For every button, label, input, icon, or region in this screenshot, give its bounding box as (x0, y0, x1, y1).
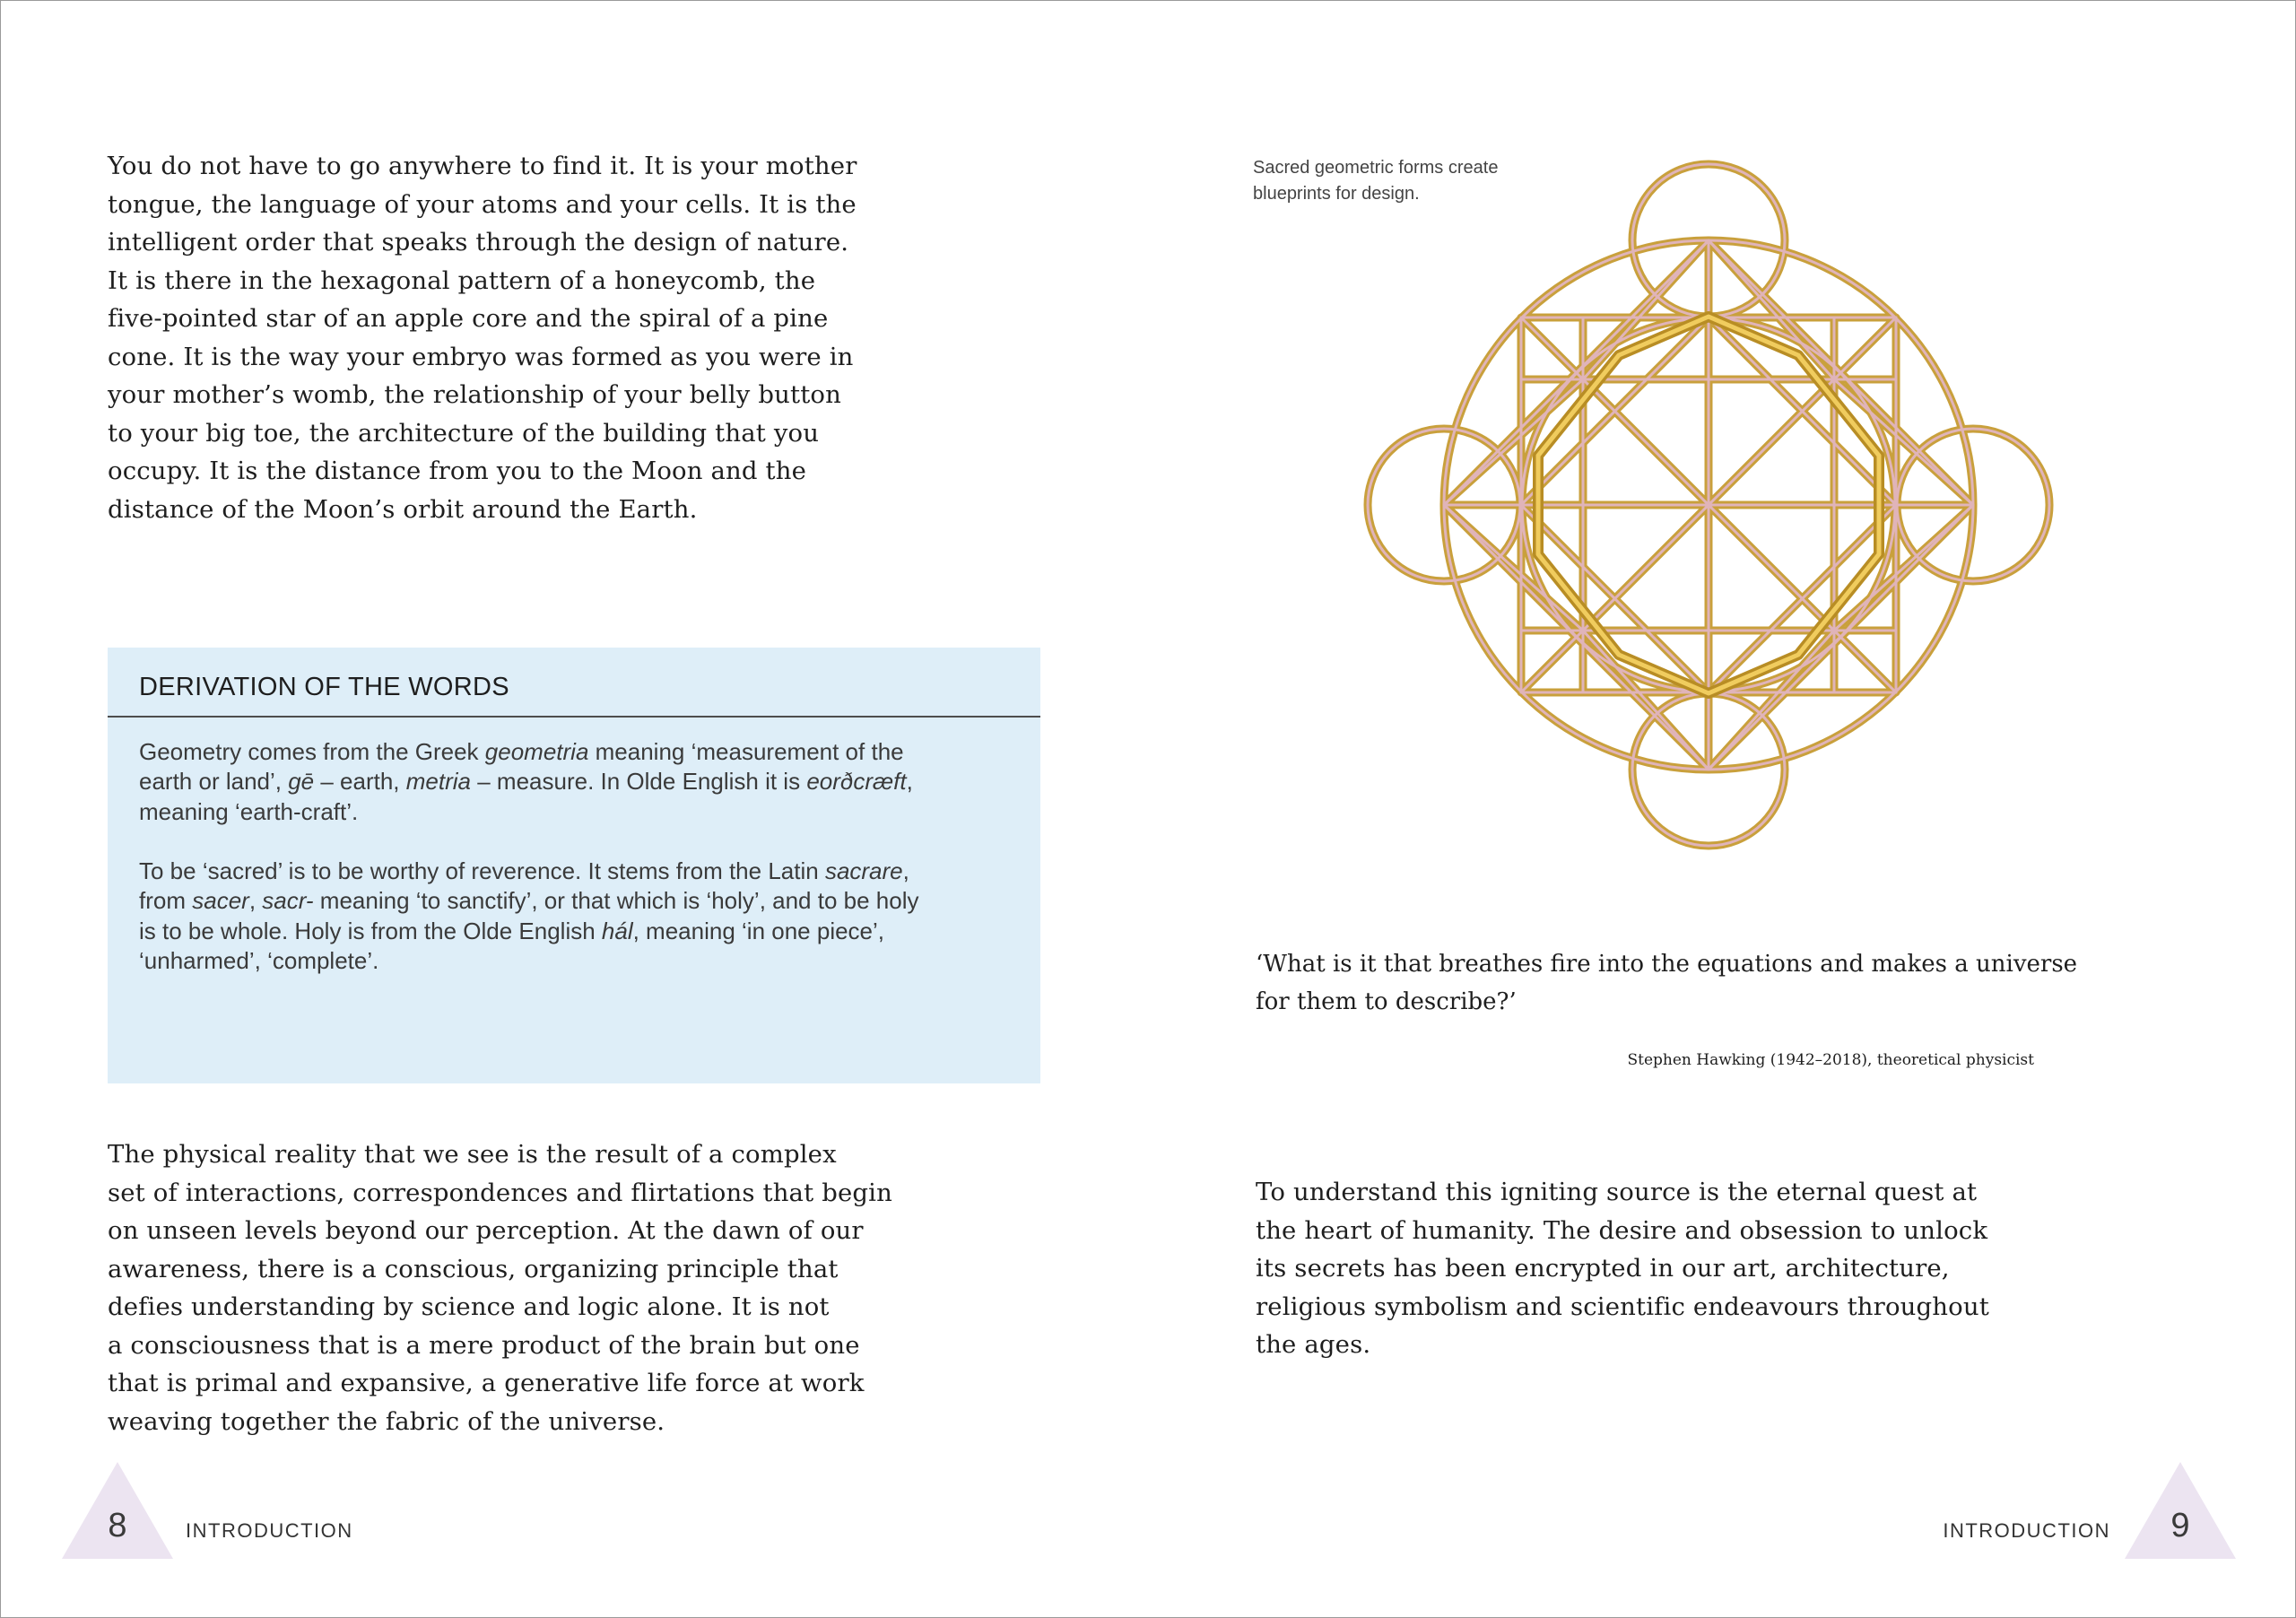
derivation-box-divider (108, 716, 1040, 718)
running-footer-right: INTRODUCTION (1943, 1519, 2110, 1542)
derivation-box-title: DERIVATION OF THE WORDS (139, 673, 509, 701)
text-line: that is primal and expansive, a generative life force at work (108, 1369, 865, 1397)
text-line: ‘What is it that breathes fire into the equations and makes a universe (1256, 951, 2078, 978)
text-line: the heart of humanity. The desire and obsession to unlock (1256, 1215, 1988, 1245)
text-line: To understand this igniting source is the eternal quest at (1256, 1178, 1978, 1206)
text-line: a consciousness that is a mere product of the brain but one (108, 1330, 860, 1360)
text-line: distance of the Moon’s orbit around the Earth. (108, 494, 698, 524)
text-line: five-pointed star of an apple core and the spiral of a pine (108, 304, 829, 333)
text-line: from sacer, sacr- meaning ‘to sanctify’, or that which is ‘holy’, and to be holy (139, 887, 919, 915)
text-line: cone. It is the way your embryo was formed as you were in (108, 342, 854, 371)
derivation-paragraph-geometry (139, 737, 1000, 827)
text-line: Sacred geometric forms create (1253, 158, 1499, 178)
text-line: blueprints for design. (1253, 184, 1420, 204)
text-line: on unseen levels beyond our perception. At the dawn of our (108, 1216, 864, 1245)
text-line: weaving together the fabric of the universe. (108, 1406, 665, 1436)
text-line: meaning ‘earth-craft’. (139, 797, 359, 825)
text-line: religious symbolism and scientific endeavours throughout (1256, 1292, 1989, 1321)
page-number-right: 9 (2170, 1507, 2190, 1544)
hawking-quote (1256, 945, 2078, 1021)
text-line: to your big toe, the architecture of the building that you (108, 418, 820, 448)
text-line: Geometry comes from the Greek geometria meaning ‘measurement of the (139, 738, 904, 765)
page-number-left: 8 (108, 1507, 127, 1544)
text-line: To be ‘sacred’ is to be worthy of reverence. It stems from the Latin sacrare, (139, 857, 909, 884)
text-line: ‘unharmed’, ‘complete’. (139, 946, 379, 974)
text-line: your mother’s womb, the relationship of your belly button (108, 380, 841, 409)
derivation-paragraph-sacred (139, 857, 1000, 976)
intro-paragraph (108, 147, 861, 528)
text-line: It is there in the hexagonal pattern of a honeycomb, the (108, 265, 816, 295)
text-line: tongue, the language of your atoms and your cells. It is the (108, 189, 857, 219)
text-line: earth or land’, gē – earth, metria – measure. In Olde English it is eorðcræft, (139, 768, 913, 796)
running-footer-left: INTRODUCTION (186, 1519, 353, 1542)
text-line: awareness, there is a conscious, organizing principle that (108, 1254, 839, 1283)
physical-reality-paragraph (108, 1135, 915, 1440)
text-line: occupy. It is the distance from you to the Moon and the (108, 457, 807, 485)
closing-paragraph (1256, 1173, 2063, 1364)
text-line: is to be whole. Holy is from the Olde English hál, meaning ‘in one piece’, (139, 917, 885, 944)
text-line: The physical reality that we see is the result of a complex (108, 1140, 837, 1169)
sacred-geometry-icon (1354, 151, 2063, 859)
text-line: for them to describe?’ (1256, 988, 1517, 1015)
text-line: set of interactions, correspondences and flirtations that begin (108, 1178, 892, 1207)
text-line: intelligent order that speaks through the design of nature. (108, 228, 849, 257)
text-line: its secrets has been encrypted in our art, architecture, (1256, 1254, 1950, 1283)
text-line: defies understanding by science and logic alone. It is not (108, 1292, 830, 1321)
text-line: the ages. (1256, 1330, 1371, 1359)
text-line: You do not have to go anywhere to find it. It is your mother (108, 152, 857, 180)
quote-attribution: Stephen Hawking (1942–2018), theoretical physicist (1627, 1051, 2034, 1069)
